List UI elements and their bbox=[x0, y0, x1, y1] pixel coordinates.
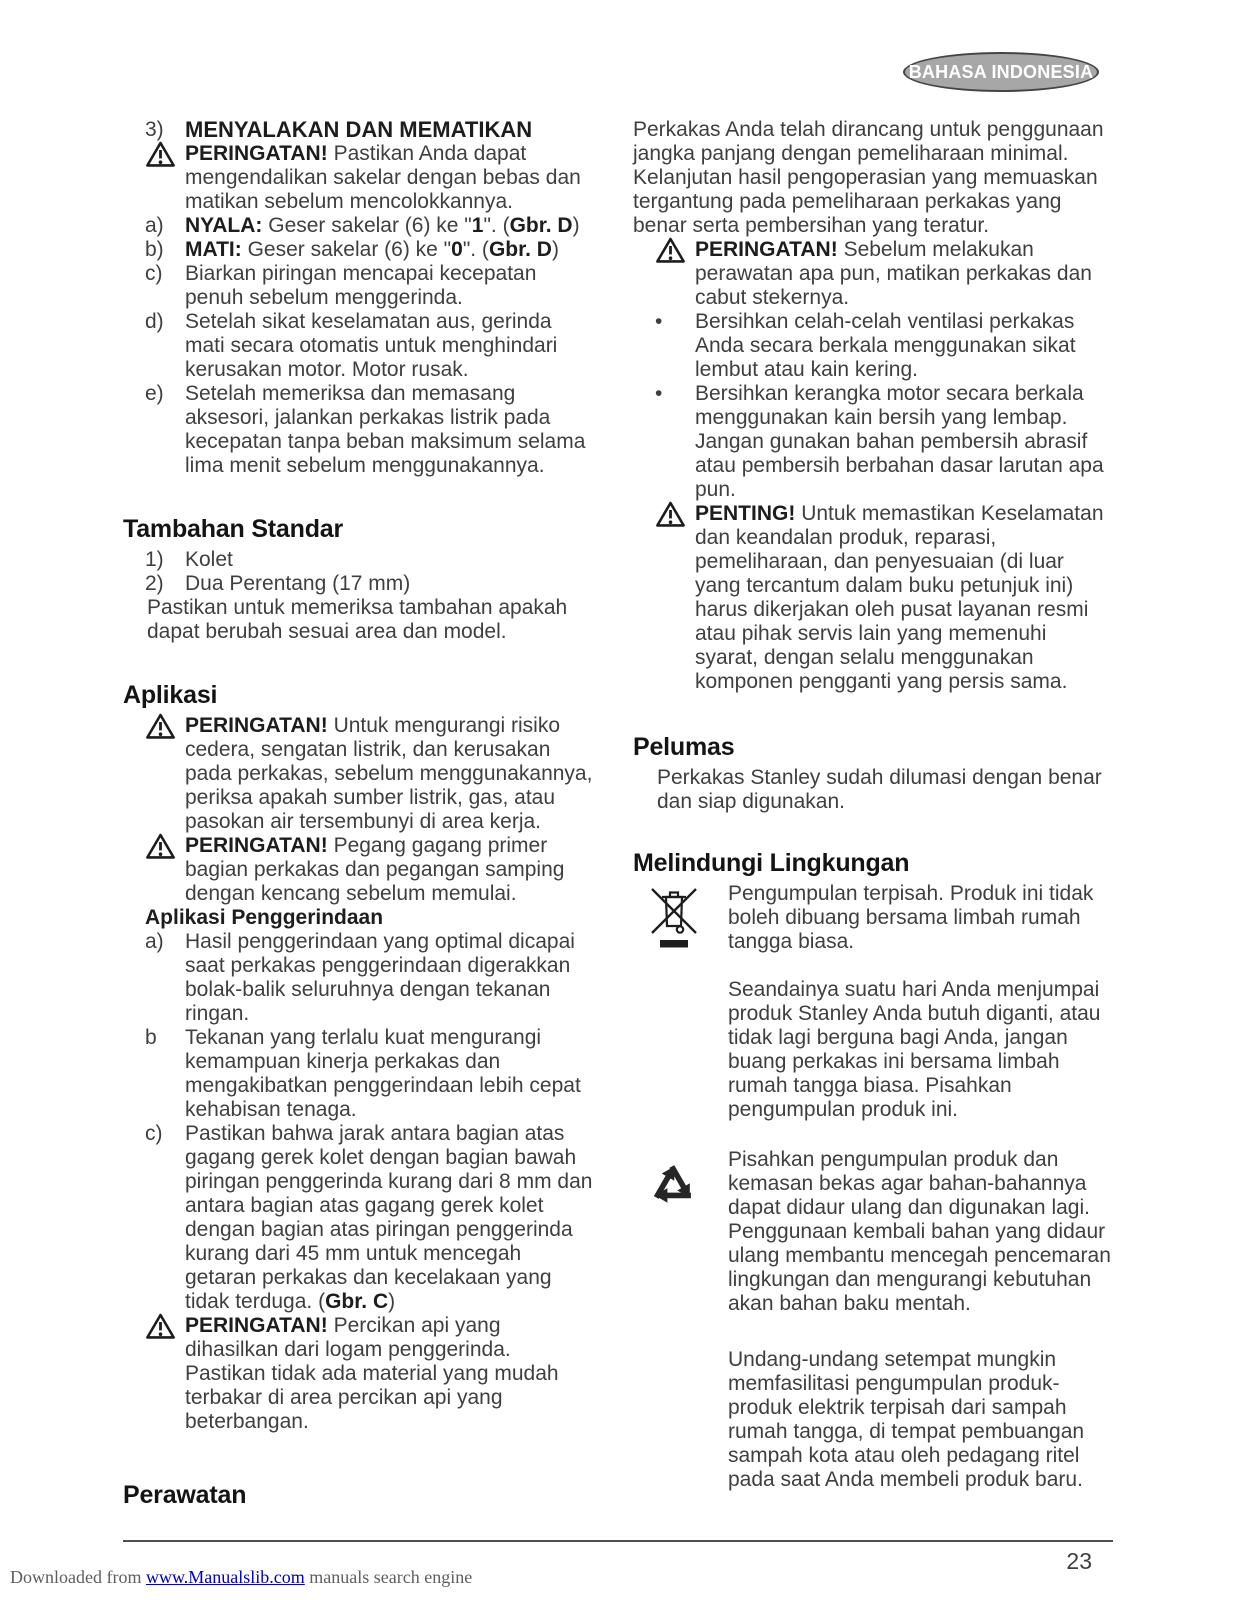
para bbox=[123, 596, 593, 644]
text: Undang-undang setempat mungkin memfasilitasi pengumpulan produk-produk elektrik terpisah dari sampah rumah tangga, di tempat pembuangan sampah kota atau oleh pedagang ritel pada saat Anda membeli produk baru. bbox=[728, 1348, 1085, 1491]
text: Sebelum melakukan perawatan apa pun, matikan perkakas dan cabut stekernya. bbox=[695, 238, 1092, 309]
language-badge: BAHASA INDONESIA bbox=[903, 52, 1099, 92]
bold-text: MENYALAKAN DAN MEMATIKAN bbox=[185, 117, 533, 142]
block-text bbox=[728, 882, 1113, 954]
block-text bbox=[185, 118, 593, 142]
block-text bbox=[185, 214, 593, 238]
bold-text: 1 bbox=[471, 214, 484, 237]
text: Bersihkan kerangka motor secara berkala menggunakan kain bersih yang lembap. Jangan gunakan bahan pembersih abrasif atau pembersih berbahan dasar larutan apa pun. bbox=[695, 382, 1104, 501]
text: Setelah memeriksa dan memasang aksesori, jalankan perkakas listrik pada kecepatan tanpa beban maksimum selama lima menit sebelum menggunakannya. bbox=[185, 382, 586, 477]
warning bbox=[123, 834, 593, 906]
section-heading bbox=[123, 514, 593, 544]
text: Tekanan yang terlalu kuat mengurangi kemampuan kinerja perkakas dan mengakibatkan penggerindaan lebih cepat kehabisan tenaga. bbox=[185, 1026, 581, 1121]
block-text bbox=[695, 310, 1113, 382]
recycle-icon bbox=[633, 1148, 728, 1210]
item bbox=[123, 572, 593, 596]
block-text bbox=[695, 238, 1113, 310]
block-text bbox=[185, 238, 593, 262]
text: Perawatan bbox=[123, 1481, 247, 1509]
block-text bbox=[185, 1314, 593, 1434]
block-text bbox=[185, 262, 593, 310]
left-column bbox=[123, 118, 593, 1514]
item bbox=[123, 262, 593, 310]
text: Pastikan Anda dapat mengendalikan sakelar dengan bebas dan matikan sebelum mencolokkannya. bbox=[185, 142, 581, 213]
text: ) bbox=[388, 1290, 396, 1313]
text: Geser sakelar (6) ke " bbox=[262, 214, 472, 237]
text: Aplikasi bbox=[123, 681, 218, 709]
icon-para bbox=[633, 1148, 1113, 1316]
block-text bbox=[185, 1026, 593, 1122]
watermark-prefix: Downloaded from bbox=[10, 1567, 146, 1587]
item bbox=[123, 238, 593, 262]
text: Pelumas bbox=[633, 733, 735, 761]
para bbox=[633, 1348, 1113, 1492]
warning-icon bbox=[123, 834, 185, 860]
block-text bbox=[185, 930, 593, 1026]
footer-divider bbox=[123, 1540, 1113, 1542]
item bbox=[123, 310, 593, 382]
warning-lead: PERINGATAN! bbox=[695, 238, 838, 261]
icon-para bbox=[633, 882, 1113, 954]
text: Perkakas Anda telah dirancang untuk penggunaan jangka panjang dengan pemeliharaan minimal. Kelanjutan hasil pengoperasian yang memuaskan tergantung pada pemeliharaan perkakas yang benar serta pembersihan yang teratur. bbox=[633, 118, 1104, 237]
text: Percikan api yang dihasilkan dari logam penggerinda. Pastikan tidak ada material yang mudah terbakar di area percikan api yang beterbangan. bbox=[185, 1314, 559, 1433]
text: Setelah sikat keselamatan aus, gerinda mati secara otomatis untuk menghindari kerusakan motor. Motor rusak. bbox=[185, 310, 558, 381]
text: ". ( bbox=[462, 238, 489, 261]
block-text bbox=[185, 714, 593, 834]
numbered-heading bbox=[123, 118, 593, 142]
section-heading bbox=[123, 1480, 593, 1510]
warning-lead: PERINGATAN! bbox=[185, 714, 328, 737]
block-text bbox=[185, 142, 593, 214]
list-marker: c) bbox=[145, 262, 163, 285]
subheading bbox=[123, 906, 593, 930]
block-text bbox=[185, 382, 593, 478]
para bbox=[633, 766, 1113, 814]
warning bbox=[123, 1314, 593, 1434]
item bbox=[123, 930, 593, 1026]
bold-text: 0 bbox=[451, 238, 463, 261]
bold-text: MATI: bbox=[185, 238, 242, 261]
text: Pastikan untuk memeriksa tambahan apakah dapat berubah sesuai area dan model. bbox=[147, 596, 568, 643]
bold-text: Gbr. C bbox=[325, 1290, 389, 1313]
warning-lead: PERINGATAN! bbox=[185, 1314, 328, 1337]
text: Biarkan piringan mencapai kecepatan penuh sebelum menggerinda. bbox=[185, 262, 537, 309]
bold-text: Gbr. D bbox=[509, 214, 573, 237]
text: Aplikasi Penggerindaan bbox=[145, 906, 384, 929]
list-marker: d) bbox=[145, 310, 164, 333]
block-text bbox=[185, 310, 593, 382]
bullet bbox=[633, 310, 1113, 382]
list-marker: b bbox=[145, 1026, 157, 1049]
block-text bbox=[728, 1148, 1113, 1316]
warning-icon bbox=[633, 238, 695, 264]
item bbox=[123, 1122, 593, 1314]
bold-text: NYALA: bbox=[185, 214, 263, 237]
text: Perkakas Stanley sudah dilumasi dengan benar dan siap digunakan. bbox=[657, 766, 1102, 813]
list-marker: 1) bbox=[145, 548, 164, 571]
right-column bbox=[633, 118, 1113, 1492]
watermark-suffix: manuals search engine bbox=[304, 1567, 473, 1587]
warning bbox=[633, 238, 1113, 310]
block-text bbox=[185, 834, 593, 906]
item bbox=[123, 1026, 593, 1122]
text: Geser sakelar (6) ke " bbox=[241, 238, 452, 261]
warning bbox=[123, 714, 593, 834]
text: Dua Perentang (17 mm) bbox=[185, 572, 411, 595]
text: Pisahkan pengumpulan produk dan kemasan bekas agar bahan-bahannya dapat didaur ulang dan digunakan lagi. Penggunaan kembali bahan yang didaur ulang membantu mencegah pencemaran lingkungan dan mengurangi kebutuhan akan bahan baku mentah. bbox=[728, 1148, 1111, 1315]
warning-icon bbox=[633, 502, 695, 528]
text: ) bbox=[572, 214, 580, 237]
block-text bbox=[695, 502, 1113, 694]
text: Pastikan bahwa jarak antara bagian atas gagang gerek kolet dengan bagian bawah piringan penggerinda kurang dari 8 mm dan antara bagian atas gagang gerek kolet dengan bagian atas piringan penggerinda kurang dari 45 mm untuk mencegah getaran perkakas dan kecelakaan yang tidak terduga. ( bbox=[185, 1122, 593, 1313]
text: Tambahan Standar bbox=[123, 515, 343, 543]
text: Kolet bbox=[185, 548, 233, 571]
warning-icon bbox=[123, 714, 185, 740]
bullet-icon: • bbox=[655, 310, 663, 333]
warning-icon bbox=[123, 1314, 185, 1340]
warning-lead: PERINGATAN! bbox=[185, 834, 328, 857]
list-marker: 3) bbox=[145, 118, 164, 141]
block-text bbox=[185, 1122, 593, 1314]
text: Seandainya suatu hari Anda menjumpai produk Stanley Anda butuh diganti, atau tidak lagi berguna bagi Anda, jangan buang perkakas ini bersama limbah rumah tangga biasa. Pisahkan pengumpulan produk ini. bbox=[728, 978, 1101, 1121]
text: Pengumpulan terpisah. Produk ini tidak boleh dibuang bersama limbah rumah tangga biasa. bbox=[728, 882, 1094, 953]
bullet-icon: • bbox=[655, 382, 663, 405]
text: Untuk memastikan Keselamatan dan keandalan produk, reparasi, pemeliharaan, dan penyesuaian (di luar yang tercantum dalam buku petunjuk ini) harus dikerjakan oleh pusat layanan resmi atau pihak servis lain yang memenuhi syarat, dengan selalu menggunakan komponen pengganti yang persis sama. bbox=[695, 502, 1104, 693]
text: ) bbox=[551, 238, 559, 261]
block-text bbox=[185, 548, 593, 572]
para bbox=[633, 118, 1113, 238]
watermark bbox=[10, 1567, 472, 1588]
list-marker: 2) bbox=[145, 572, 164, 595]
list-marker: c) bbox=[145, 1122, 163, 1145]
section-heading bbox=[123, 680, 593, 710]
warning-lead: PENTING! bbox=[695, 502, 796, 525]
list-marker: a) bbox=[145, 930, 164, 953]
text: Hasil penggerindaan yang optimal dicapai saat perkakas penggerindaan digerakkan bolak-balik seluruhnya dengan tekanan ringan. bbox=[185, 930, 575, 1025]
text: Bersihkan celah-celah ventilasi perkakas Anda secara berkala menggunakan sikat lembut atau kain kering. bbox=[695, 310, 1076, 381]
warning bbox=[123, 142, 593, 214]
text: ". ( bbox=[483, 214, 510, 237]
text: Untuk mengurangi risiko cedera, sengatan listrik, dan kerusakan pada perkakas, sebelum menggunakannya, periksa apakah sumber listrik, gas, atau pasokan air tersembunyi di area kerja. bbox=[185, 714, 593, 833]
item bbox=[123, 214, 593, 238]
list-marker: e) bbox=[145, 382, 164, 405]
block-text bbox=[185, 572, 593, 596]
bullet bbox=[633, 382, 1113, 502]
weee-bin-icon bbox=[633, 882, 728, 950]
block-text bbox=[695, 382, 1113, 502]
manualslib-link[interactable]: www.Manualslib.com bbox=[145, 1567, 305, 1587]
warning bbox=[633, 502, 1113, 694]
section-heading bbox=[633, 732, 1113, 762]
text: Melindungi Lingkungan bbox=[633, 849, 910, 877]
text: Pegang gagang primer bagian perkakas dan pegangan samping dengan kencang sebelum memulai. bbox=[185, 834, 565, 905]
section-heading bbox=[633, 848, 1113, 878]
page-number: 23 bbox=[1066, 1548, 1092, 1574]
list-marker: a) bbox=[145, 214, 164, 237]
warning-lead: PERINGATAN! bbox=[185, 142, 328, 165]
warning-icon bbox=[123, 142, 185, 168]
item bbox=[123, 382, 593, 478]
bold-text: Gbr. D bbox=[488, 238, 552, 261]
list-marker: b) bbox=[145, 238, 164, 261]
item bbox=[123, 548, 593, 572]
para bbox=[633, 978, 1113, 1122]
